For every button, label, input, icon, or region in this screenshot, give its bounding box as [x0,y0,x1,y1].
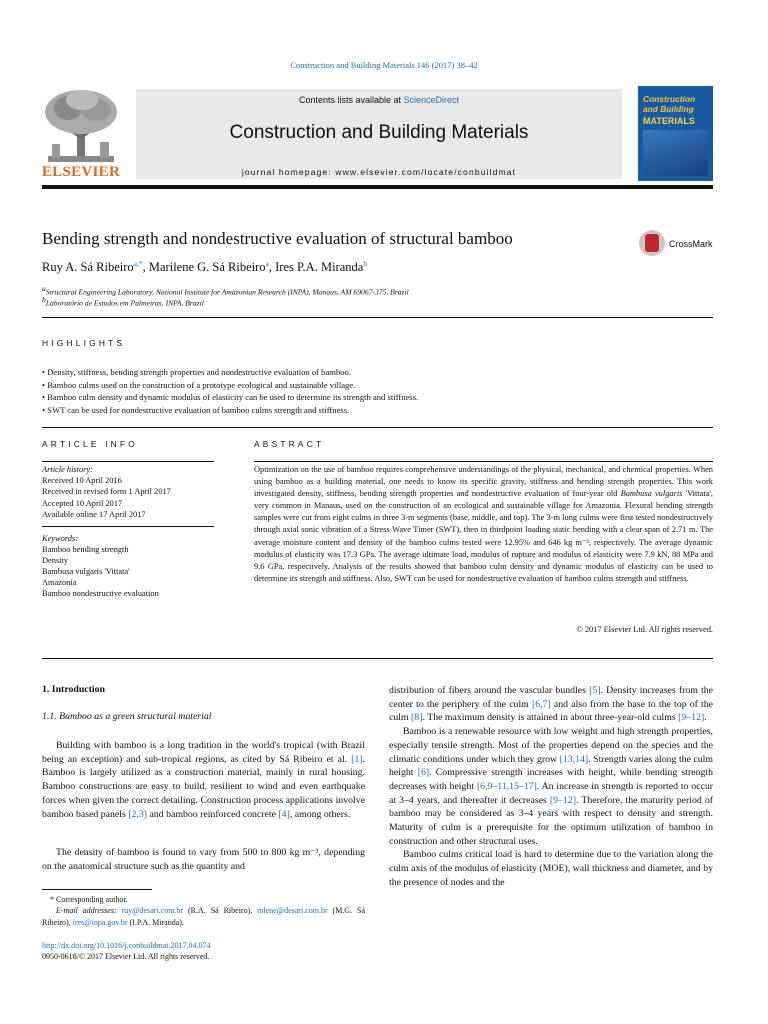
affiliation: $^a$Structural Engineering Laboratory, National Institute for Amazonian Research (INPA), Manaus, AM 69067-375, Brazil [42,284,409,297]
contents-line: Contents lists available at ScienceDirect [298,95,460,105]
abstract-text: Optimization on the use of bamboo requires comprehensive understandings of the physical, mechanical, and chemical properties. When using bamboo as a building material, one needs to know its specific gravity, stiffness and bending strength properties. This work investigated density, stiffness, bending strength properties and nondestructive evaluation of four-year old Bambusa vulgaris 'Vittata', very common in Manaus, used on the construction of an ecological and sustainable village for Amazonia. Flexural bending strength samples were cut from eight culms in three 3-m segments (base, middle, and top). The 3-m long culms were first tested nondestructively through axial sonic vibration of a Stress Wave Timer (SWT), then in thirdpoint loading static bending with a clear span of 2.71 m. The average moisture content and density of the bamboo culms tested were 12.95% and 646 kg m⁻³, respectively. The average dynamic modulus of elasticity was 17.3 GPa. The average ultimate load, modulus of rupture and modulus of elasticity were 7.9 kN, 88 MPa and 9.6 GPa, respectively. Analysis of the results showed that bamboo culm density and dynamic modulus of elasticity can be used to determine its strength and stiffness. Also, SWT can be used for nondestructive evaluation of bamboo culms strength and stiffness. [254,465,713,583]
cover-image [643,130,708,176]
reference-link[interactable]: [4] [278,808,290,820]
journal-title: Construction and Building Materials [229,122,529,143]
journal-homepage-line: journal homepage: www.elsevier.com/locate/conbuildmat [241,167,517,177]
highlights-list [42,366,418,416]
journal-cover-thumbnail[interactable] [638,86,713,181]
reference-link[interactable]: [13,14] [559,753,589,765]
crossmark-icon[interactable] [639,230,665,256]
author-affiliation-marker[interactable]: a,* [133,259,143,268]
keyword: Bambusa vulgaris 'Vittata' [42,566,130,576]
author-name[interactable]: Marilene G. Sá Ribeiro [148,260,266,275]
abstract-heading: ABSTRACT [254,439,325,449]
reference-link[interactable]: [6,9–11,15–17] [476,780,537,792]
highlights-heading: HIGHLIGHTS [42,338,126,348]
keywords: Keywords: Bamboo bending strength Density Bambusa vulgaris 'Vittata' Amazonia Bamboo nondestructive evaluation [42,534,159,598]
cover-title: Construction and Building [643,94,696,114]
reference-link[interactable]: [9–12] [549,794,577,806]
reference-link[interactable]: [1] [351,753,363,765]
doi-block: http://dx.doi.org/10.1016/j.conbuildmat.2017.04.074 0950-0618/© 2017 Elsevier Ltd. All rights reserved. [42,941,211,962]
crossmark-label[interactable]: CrossMark [669,239,713,249]
reference-link[interactable]: [9–12] [678,712,705,724]
author-list: Ruy A. Sá Ribeiro$^{a,*}$, Marilene G. Sá Ribeiro$^a$, Ires P.A. Miranda$^b$ [42,259,368,275]
abstract-copyright: © 2017 Elsevier Ltd. All rights reserved. [576,625,713,634]
keyword: Bamboo nondestructive evaluation [42,588,159,598]
section-heading: 1. Introduction [42,684,105,695]
divider [42,658,713,659]
footnotes: * Corresponding author. E-mail addresses: ruy@desari.com.br (R.A. Sá Ribeiro), mlene@desari.com.br (M.G. Sá Ribeiro), ires@inpa.gov.br (I.P.A. Miranda). [42,895,365,927]
cover-subtitle: MATERIALS [643,116,695,126]
journal-citation-link[interactable]: Construction and Building Materials 146 (2017) 38–42 [290,60,478,70]
body-paragraph: Bamboo is a renewable resource with low weight and high strength properties, especially tensile strength. Most of the properties depend on the species and the climatic conditions under which they grow [13,14]. Strength varies along the culm height [6]. Compressive strength increases with height, while bending strength decreases with height [6,9–11,15–17]. An increase in strength is reported to occur at 3–4 years, and thereafter it decreases [9–12]. Therefore, the maturity period of bamboo may be considered as 3–4 years with respect to density and strength. Maturity of culm is a prerequisite for the optimum utilization of bamboo in construction and other structural uses. [389,726,714,847]
journal-homepage-link[interactable]: www.elsevier.com/locate/conbuildmat [335,167,517,177]
body-paragraph: The density of bamboo is found to vary from 500 to 800 kg m⁻³, depending on the anatomical structure such as the quantity and [42,847,365,872]
divider [42,317,713,318]
author-affiliation-marker[interactable]: b [363,259,368,268]
reference-link[interactable]: [8] [411,712,423,724]
body-column-right [389,684,713,890]
highlight-item: • SWT can be used for nondestructive evaluation of bamboo culms strength and stiffness. [42,404,350,415]
divider [42,526,214,527]
doi-link[interactable]: http://dx.doi.org/10.1016/j.conbuildmat.2017.04.074 [42,941,211,950]
footnote-rule [42,889,152,890]
reference-link[interactable]: [6] [417,767,430,779]
highlight-item: • Bamboo culm density and dynamic modulus of elasticity can be used to determine its strength and stiffness. [42,392,419,402]
keyword: Amazonia [42,577,77,587]
article-title: Bending strength and nondestructive evaluation of structural bamboo [42,229,513,248]
body-paragraph: Bamboo culms critical load is hard to determine due to the variation along the culm axis of the modulus of elasticity (MOE), wall thickness and diameter, and by the presence of nodes and the [389,849,713,888]
reference-link[interactable]: [6,7] [531,698,551,710]
reference-link[interactable]: [2,3] [128,808,148,820]
author-affiliation-marker[interactable]: a [265,259,269,268]
elsevier-wordmark: ELSEVIER [41,164,121,180]
highlight-item: • Bamboo culms used on the construction of a prototype ecological and sustainable village. [42,379,356,390]
divider [254,461,713,462]
body-paragraph: distribution of fibers around the vascular bundles [5]. Density increases from the center to the periphery of the culm [6,7] and also from the base to the top of the culm [8]. The maximum density is attained in about three-year-old culms [9–12]. [389,685,714,724]
header-rule [42,185,713,189]
divider [42,461,214,462]
author-name[interactable]: Ires P.A. Miranda [275,260,364,275]
sciencedirect-link[interactable]: ScienceDirect [403,95,460,105]
article-history: Article history: Received 10 April 2016 Received in revised form 1 April 2017 Accepted 10 April 2017 Available online 17 April 2017 [42,465,171,519]
affiliation: $^b$Laboratório de Estudos em Palmeiras, INPA, Brazil [42,295,204,308]
email-link[interactable]: mlene@desari.com.br [257,906,328,916]
keyword: Density [42,555,69,565]
article-info-heading: ARTICLE INFO [42,439,138,449]
body-paragraph: Building with bamboo is a long tradition in the world's tropical (with Brazil being an exception) and sub-tropical regions, as cited by Sá Ribeiro et al. [1]. Bamboo is largely utilized as a construction material, mainly in rural housing. Bamboo constructions are easy to build, resilient to wind and even earthquake forces when given the correct detailing. Construction process applications involve bamboo based panels [2,3] and bamboo reinforced concrete [4], among others. [42,740,365,820]
keyword: Bamboo bending strength [42,544,129,554]
subsection-heading: 1.1. Bamboo as a green structural material [42,711,212,722]
highlight-item: • Density, stiffness, bending strength properties and nondestructive evaluation of bamboo. [42,367,351,377]
email-link[interactable]: ires@inpa.gov.br [72,917,128,927]
reference-link[interactable]: [5] [589,685,601,696]
divider [42,427,713,428]
author-name[interactable]: Ruy A. Sá Ribeiro [42,260,134,275]
email-link[interactable]: ruy@desari.com.br [121,906,184,916]
